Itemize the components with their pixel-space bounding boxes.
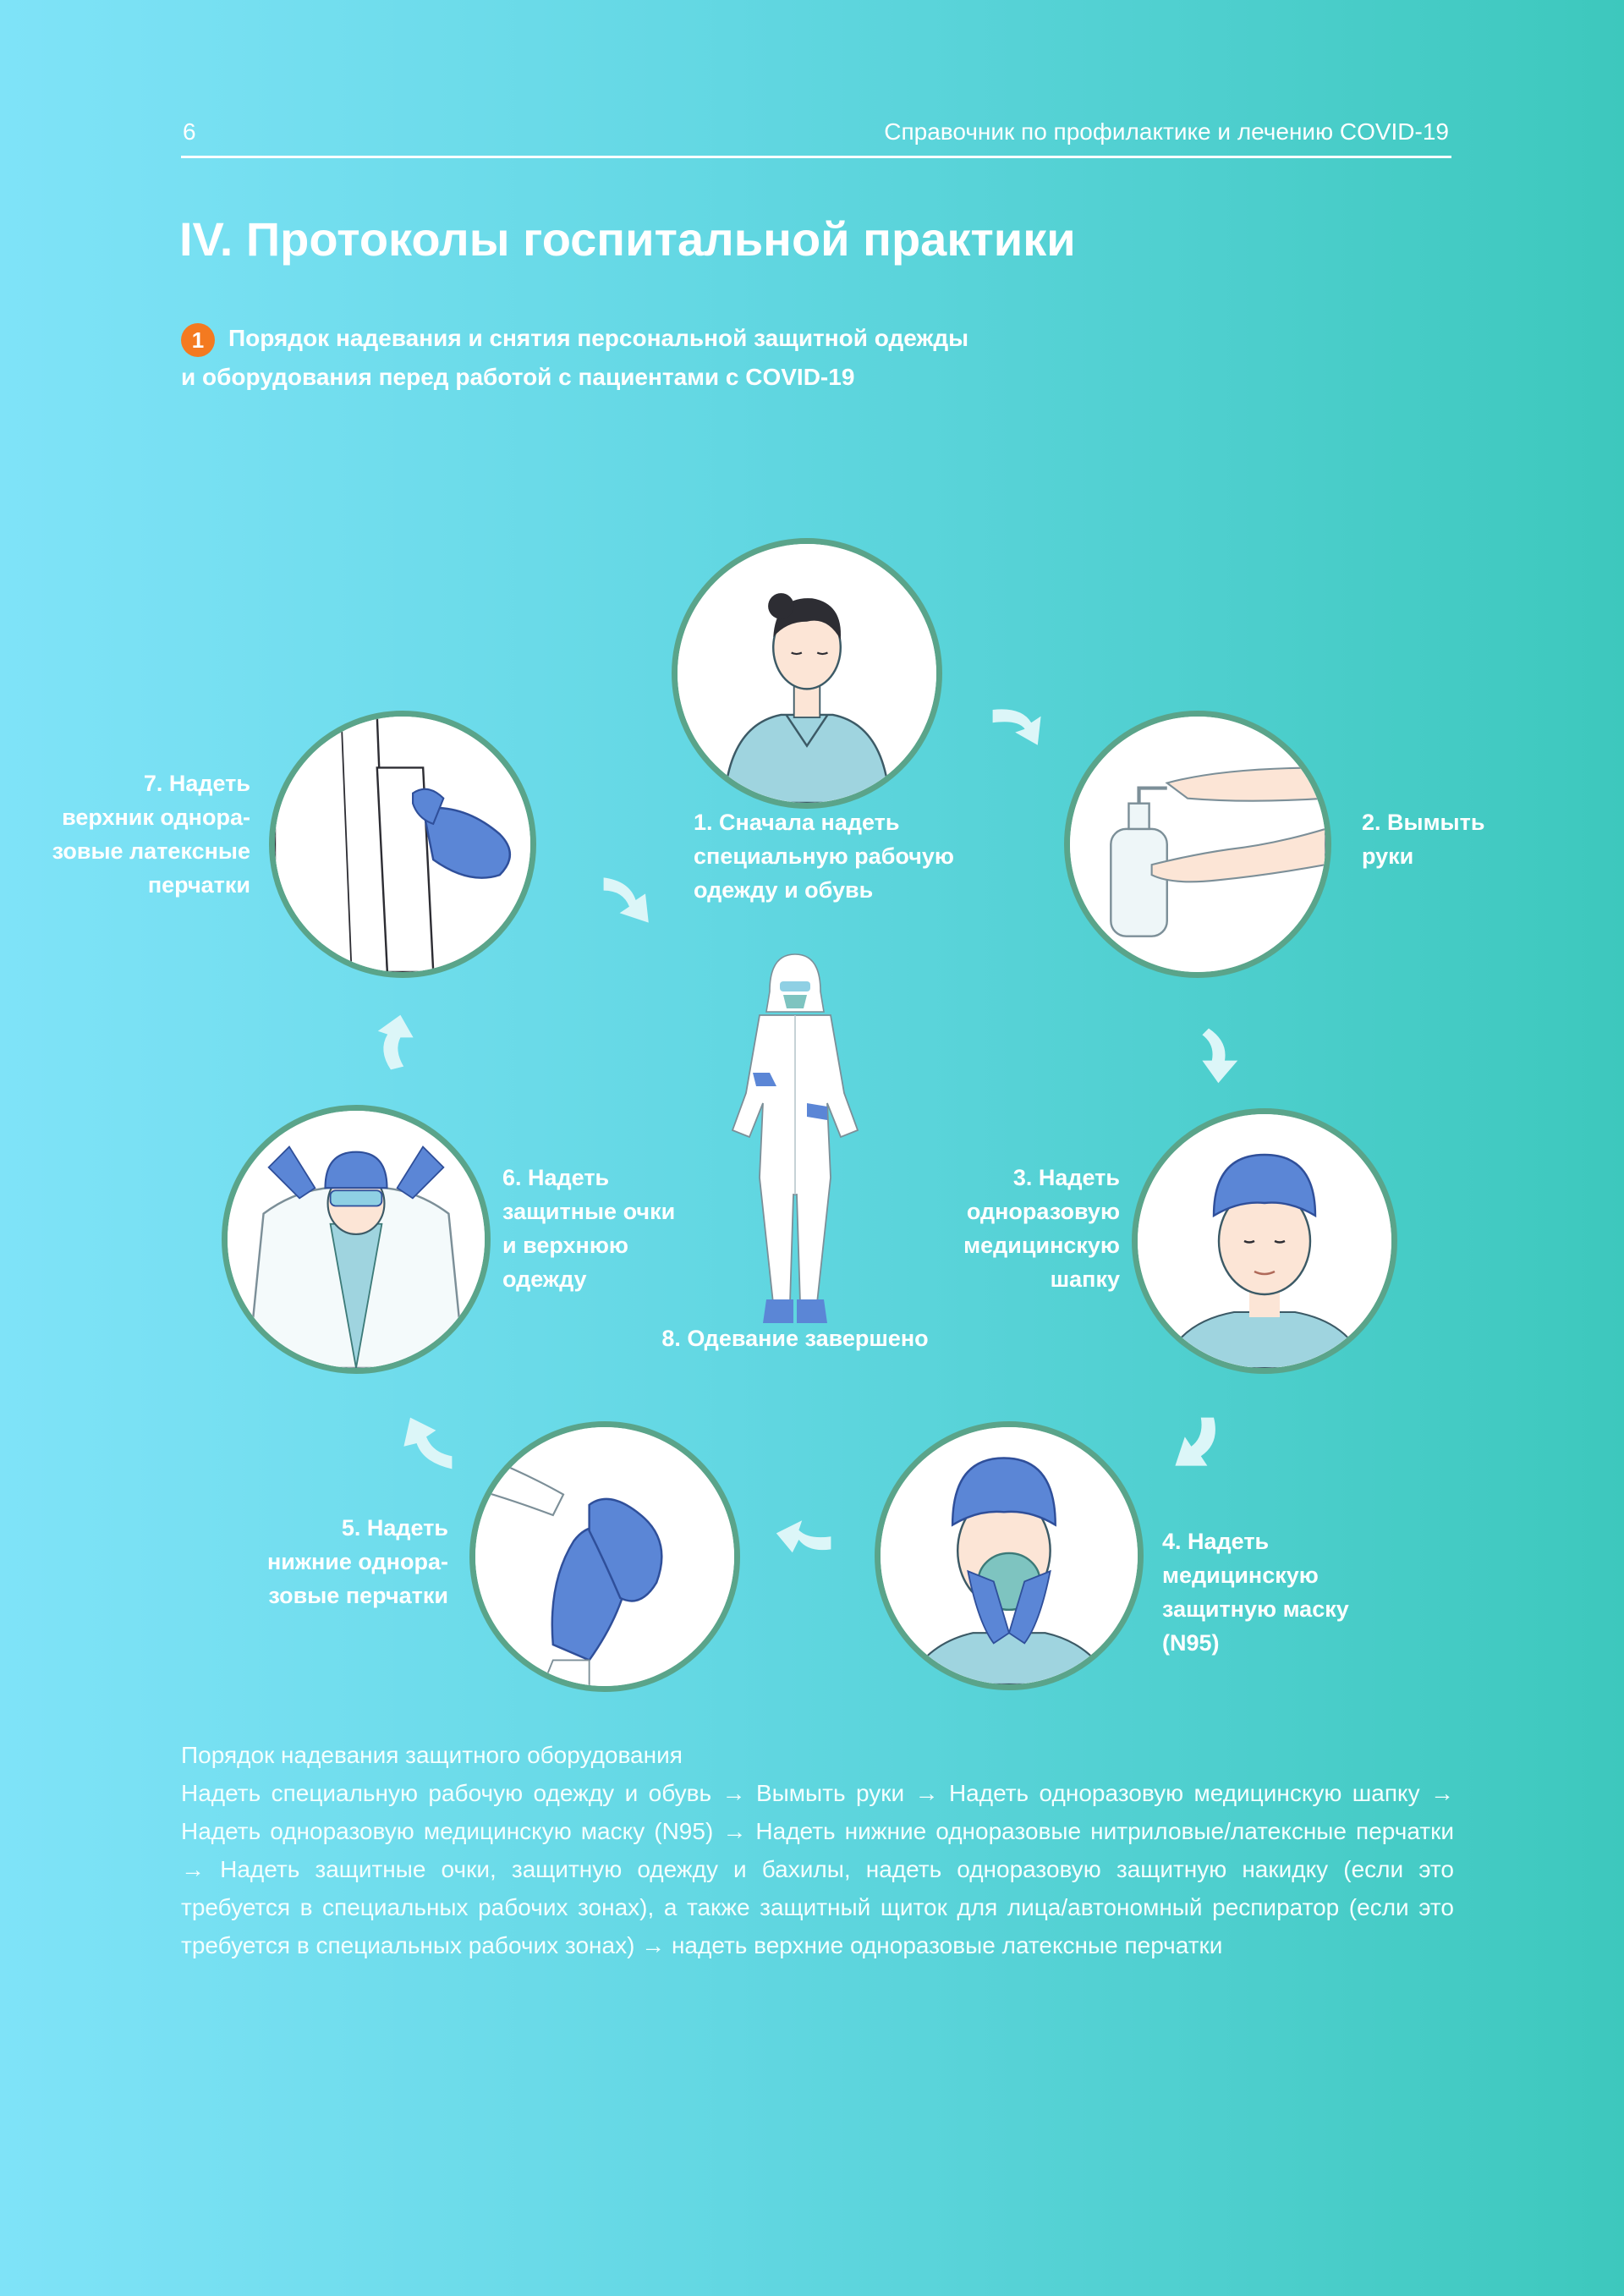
step-2-label-line: 2. Вымыть	[1362, 810, 1485, 835]
arrow-1-to-2	[986, 694, 1051, 758]
step-4-label-line: медицинскую	[1162, 1563, 1319, 1588]
page-title: IV. Протоколы госпитальной практики	[179, 212, 1076, 266]
arrow-3-to-4	[1166, 1411, 1230, 1475]
step-6-label-line: одежду	[502, 1266, 587, 1292]
step-3-label-line: одноразовую	[966, 1199, 1120, 1224]
step-5-illustration	[469, 1421, 740, 1692]
section-number-badge: 1	[181, 323, 215, 357]
step-4-label-line: 4. Надеть	[1162, 1529, 1270, 1554]
inner-gloves-icon	[475, 1427, 734, 1686]
medical-cap-icon	[1138, 1114, 1391, 1368]
outer-gloves-icon	[275, 717, 530, 972]
step-6-label	[502, 1161, 675, 1296]
running-header: Справочник по профилактике и лечению COVID-19	[884, 118, 1449, 145]
step-7-illustration	[269, 711, 536, 978]
curved-arrow-icon	[1193, 1022, 1257, 1086]
n95-mask-icon	[881, 1427, 1138, 1684]
step-3-label-line: медицинскую	[963, 1233, 1120, 1258]
donning-order-heading: Порядок надевания защитного оборудования	[181, 1742, 683, 1768]
step-7-label	[52, 766, 250, 902]
section-heading-line-1: Порядок надевания и снятия персональной защитной одежды	[228, 325, 968, 351]
step-7-label-line: 7. Надеть	[143, 771, 250, 796]
curved-arrow-icon	[1166, 1411, 1230, 1475]
step-1-label-line: 1. Сначала надеть	[694, 810, 900, 835]
step-6-label-line: защитные очки	[502, 1199, 676, 1224]
step-4-illustration	[875, 1421, 1144, 1690]
page-number: 6	[183, 118, 196, 145]
step-8-illustration	[719, 941, 871, 1328]
step-5-label-line: нижние однора-	[266, 1549, 448, 1574]
hand-wash-icon	[1070, 717, 1325, 972]
step-4-label	[1162, 1524, 1349, 1660]
scrubs-person-icon	[678, 544, 936, 803]
curved-arrow-icon	[773, 1508, 837, 1572]
header-rule	[181, 156, 1451, 158]
step-8-label: 8. Одевание завершено	[661, 1326, 929, 1351]
donning-order-paragraph: Надеть специальную рабочую одежду и обувь → Вымыть руки → Надеть одноразовую медицинскую шапку → Надеть одноразовую медицинскую маску (N95) → Надеть нижние одноразовые нитриловые/латексные перчатки → Надеть защитные очки, защитную одежду и бахилы, надеть одноразовую защитную накидку (если это требуется в специальных рабочих зонах), а также защитный щиток для лица/автономный респиратор (если это требуется в специальных рабочих зонах) → надеть верхние одноразовые латексные перчатки	[181, 1780, 1454, 1958]
curved-arrow-icon	[597, 868, 661, 932]
step-1-label-line: специальную рабочую	[694, 843, 954, 869]
arrow-4-to-5	[773, 1508, 837, 1572]
step-4-label-line: защитную маску	[1162, 1596, 1349, 1622]
section-heading	[181, 319, 968, 397]
arrow-2-to-3	[1193, 1022, 1257, 1086]
donning-order-text	[181, 1736, 1454, 1964]
step-5-label	[267, 1511, 448, 1612]
step-2-label	[1362, 805, 1484, 873]
arrow-6-to-7	[359, 1012, 423, 1076]
step-3-label	[963, 1161, 1120, 1296]
arrow-5-to-6	[394, 1411, 458, 1475]
step-6-label-line: и верхнюю	[502, 1233, 628, 1258]
step-1-illustration	[672, 538, 942, 809]
step-2-illustration	[1064, 711, 1331, 978]
step-3-illustration	[1132, 1108, 1397, 1374]
step-2-label-line: руки	[1362, 843, 1414, 869]
step-1-label-line: одежду и обувь	[694, 877, 874, 903]
step-7-label-line: зовые латексные	[52, 838, 250, 864]
curved-arrow-icon	[359, 1012, 423, 1076]
curved-arrow-icon	[986, 694, 1051, 758]
curved-arrow-icon	[394, 1411, 458, 1475]
section-heading-line-2: и оборудования перед работой с пациентами с COVID-19	[181, 364, 855, 390]
step-4-label-line: (N95)	[1162, 1630, 1220, 1656]
step-5-label-line: зовые перчатки	[268, 1583, 448, 1608]
goggles-gown-icon	[228, 1111, 485, 1368]
step-3-label-line: шапку	[1050, 1266, 1120, 1292]
full-ppe-figure-icon	[719, 941, 871, 1328]
step-7-label-line: верхник однора-	[62, 805, 250, 830]
step-1-label	[694, 805, 954, 907]
step-5-label-line: 5. Надеть	[341, 1515, 448, 1541]
step-7-label-line: перчатки	[147, 872, 250, 898]
step-6-illustration	[222, 1105, 491, 1374]
step-6-label-line: 6. Надеть	[502, 1165, 610, 1190]
step-3-label-line: 3. Надеть	[1012, 1165, 1120, 1190]
arrow-7-to-1	[597, 868, 661, 932]
